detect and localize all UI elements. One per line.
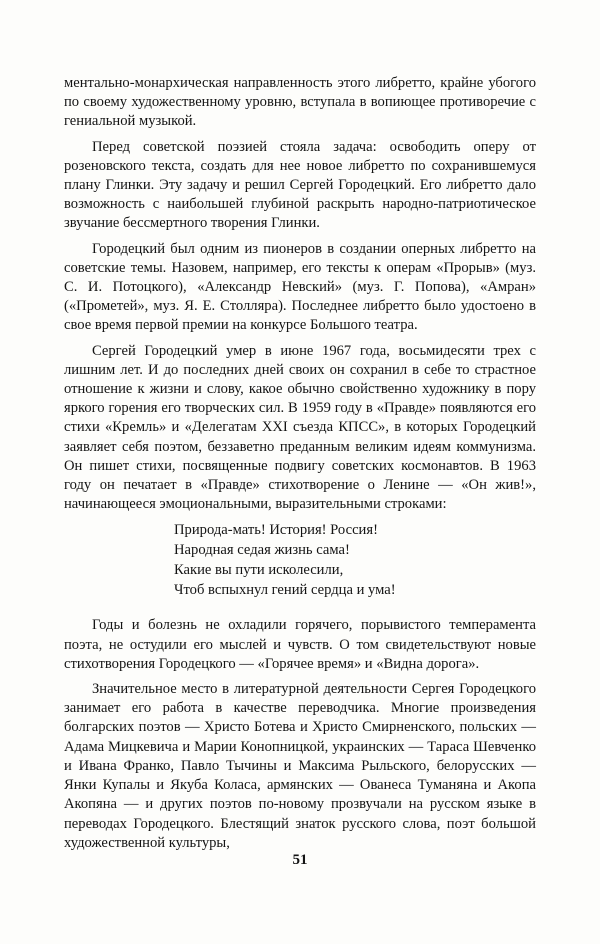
paragraph-5: Годы и болезнь не охладили горячего, порывистого темперамента поэта, не остудили его мыслей и чувств. О том свидетельствуют новые стихотворения Городецкого — «Горячее время» и «Видна дорога». xyxy=(64,617,536,672)
poem-line-2: Народная седая жизнь сама! xyxy=(174,542,350,559)
paragraph-4: Сергей Городецкий умер в июне 1967 года, восьмидесяти трех с лишним лет. И до последних дней своих он сохранил в себе то страстное отношение к жизни и слову, какое обычно свойственно художнику в пору яркого горения его творческих сил. В 1959 году в «Правде» появляются его стихи «Кремль» и «Делегатам XXI съезда КПСС», в которых Городецкий заявляет себя поэтом, беззаветно преданным великим идеям коммунизма. Он пишет стихи, посвященные подвигу советских космонавтов. В 1963 году он печатает в «Правде» стихотворение о Ленине — «Он жив!», начинающееся эмоциональными, выразительными строками: xyxy=(64,342,536,513)
poem-line-3: Какие вы пути исколесили, xyxy=(174,562,344,579)
poem-quote xyxy=(174,520,536,600)
poem-line-4: Чтоб вспыхнул гений сердца и ума! xyxy=(174,582,396,599)
paragraph-6: Значительное место в литературной деятельности Сергея Городецкого занимает его работа в качестве переводчика. Многие произведения болгарских поэтов — Христо Ботева и Христо Смирненского, польских — Адама Мицкевича и Марии Конопницкой, украинских — Тараса Шевченко и Ивана Франко, Павло Тычины и Максима Рыльского, белорусских — Янки Купалы и Якуба Коласа, армянских — Ованеса Туманяна и Акопа Акопяна — и других поэтов по-новому прозвучали на русском языке в переводах Городецкого. Блестящий знаток русского слова, поэт большой художественной культуры, xyxy=(64,681,536,851)
page-number: 51 xyxy=(292,852,308,868)
poem-line-1: Природа-мать! История! Россия! xyxy=(174,522,378,539)
paragraph-2: Перед советской поэзией стояла задача: освободить оперу от розеновского текста, создать для нее новое либретто по сохранившемуся плану Глинки. Эту задачу и решил Сергей Городецкий. Его либретто дало возможность с наибольшей глубиной раскрыть народно-патриотическое звучание бессмертного творения Глинки. xyxy=(64,138,536,232)
body-text xyxy=(64,74,536,859)
paragraph-1: ментально-монархическая направленность этого либретто, крайне убогого по своему художественному уровню, вступала в вопиющее противоречие с гениальной музыкой. xyxy=(64,75,536,130)
paragraph-3: Городецкий был одним из пионеров в создании оперных либретто на советские темы. Назовем, например, его тексты к операм «Прорыв» (муз. С. И. Потоцкого), «Александр Невский» (муз. Г. Попова), «Амран» («Прометей», муз. Я. Е. Столляра). Последнее либретто было удостоено в свое время первой премии на конкурсе Большого театра. xyxy=(64,240,536,334)
